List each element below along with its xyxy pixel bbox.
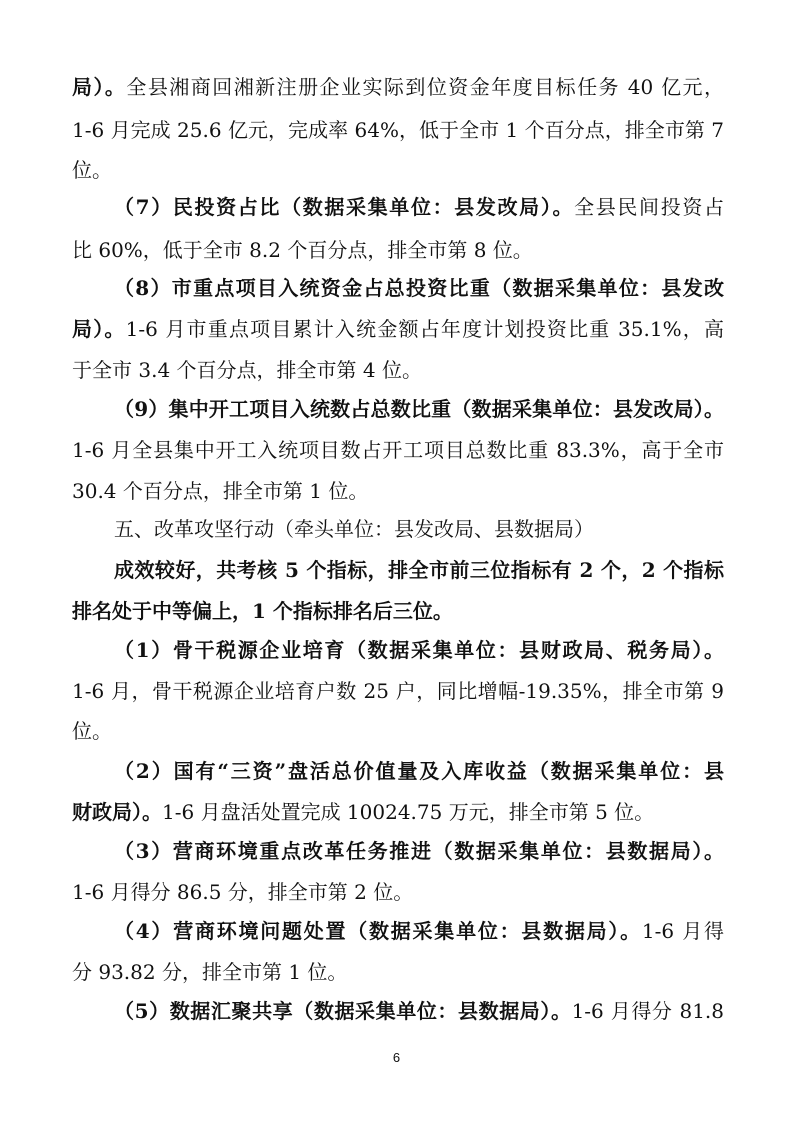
text-line-5: 比 60%，低于全市 8.2 个百分点，排全市第 8 位。 <box>72 238 533 262</box>
item-9-heading: （9）集中开工项目入统数占总数比重（数据采集单位：县发改局）。 <box>114 397 724 421</box>
text-line-3: 位。 <box>72 158 112 182</box>
page-number: 6 <box>392 1050 401 1065</box>
text-line-17: 位。 <box>72 719 112 743</box>
summary-line-1: 成效较好，共考核 5 个指标，排全市前三位指标有 2 个，2 个指标 <box>114 558 724 582</box>
text-line-1: 局）。全县湘商回湘新注册企业实际到位资金年度目标任务 40 亿元， <box>72 75 724 99</box>
summary-line-2: 排名处于中等偏上，1 个指标排名后三位。 <box>72 599 453 623</box>
item-4-heading: （4）营商环境问题处置（数据采集单位：县数据局）。1-6 月得 <box>114 919 724 943</box>
text-line-19: 财政局）。1-6 月盘活处置完成 10024.75 万元，排全市第 5 位。 <box>72 800 655 824</box>
text-line-16: 1-6 月，骨干税源企业培育户数 25 户，同比增幅-19.35%，排全市第 9 <box>72 679 724 703</box>
section-5-heading: 五、改革攻坚行动（牵头单位：县发改局、县数据局） <box>114 517 594 541</box>
item-8-heading: （8）市重点项目入统资金占总投资比重（数据采集单位：县发改 <box>114 276 724 300</box>
text-line-7: 局）。1-6 月市重点项目累计入统金额占年度计划投资比重 35.1%，高 <box>72 317 724 341</box>
text-line-2: 1-6 月完成 25.6 亿元，完成率 64%，低于全市 1 个百分点，排全市第 7 <box>72 118 724 142</box>
text-line-11: 30.4 个百分点，排全市第 1 位。 <box>72 479 369 503</box>
item-5-heading: （5）数据汇聚共享（数据采集单位：县数据局）。1-6 月得分 81.8 <box>114 999 724 1023</box>
item-1-heading: （1）骨干税源企业培育（数据采集单位：县财政局、税务局）。 <box>114 638 724 662</box>
text-line-23: 分 93.82 分，排全市第 1 位。 <box>72 960 348 984</box>
text-line-10: 1-6 月全县集中开工入统项目数占开工项目总数比重 83.3%，高于全市 <box>72 438 724 462</box>
item-2-heading: （2）国有“三资”盘活总价值量及入库收益（数据采集单位：县 <box>114 759 724 783</box>
text-line-8: 于全市 3.4 个百分点，排全市第 4 位。 <box>72 358 422 382</box>
text-line-21: 1-6 月得分 86.5 分，排全市第 2 位。 <box>72 880 414 904</box>
item-7-heading: （7）民投资占比（数据采集单位：县发改局）。全县民间投资占 <box>114 195 724 219</box>
item-3-heading: （3）营商环境重点改革任务推进（数据采集单位：县数据局）。 <box>114 839 724 863</box>
